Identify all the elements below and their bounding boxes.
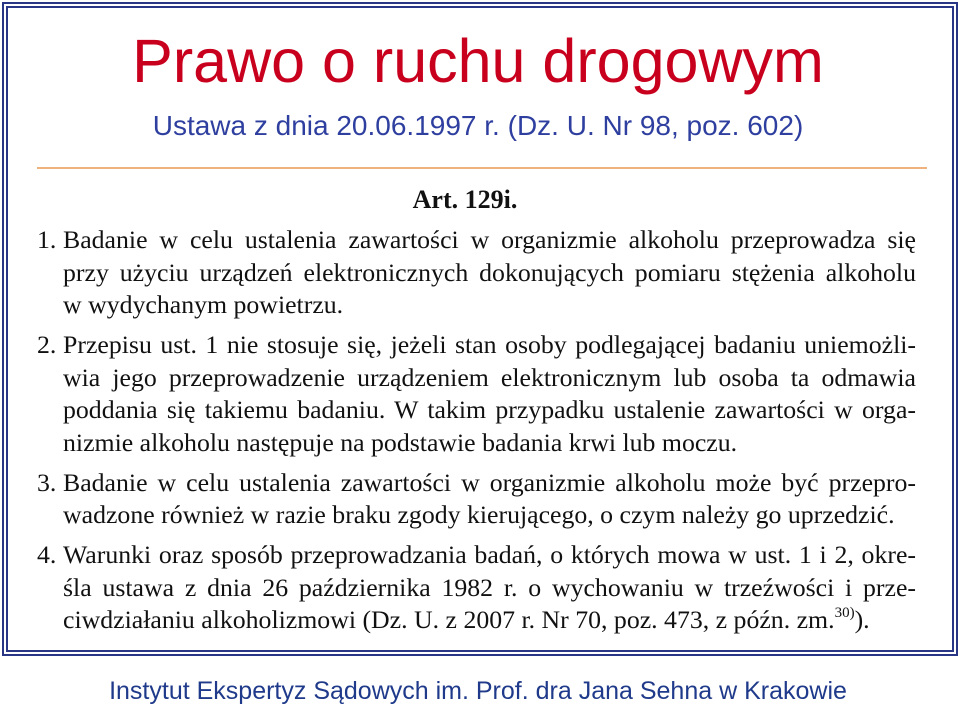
footnote-reference: 30) bbox=[834, 605, 855, 621]
article-paragraph-1 bbox=[37, 224, 916, 322]
text-line: ciwdziałaniu alkoholizmowi (Dz. U. z 2007 r. Nr 70, poz. 473, z późn. zm. bbox=[63, 605, 835, 634]
divider-rule bbox=[37, 167, 927, 169]
text-line: Badanie w celu ustalenia zawartości w organizmie alkoholu może być przepro- bbox=[63, 467, 916, 497]
paragraph-number: 2. bbox=[37, 330, 57, 359]
paragraph-number: 4. bbox=[37, 540, 57, 569]
text-line-with-footnote bbox=[63, 604, 916, 637]
paragraph-number: 1. bbox=[37, 225, 57, 254]
text-line: w wydychanym powietrzu. bbox=[63, 290, 344, 319]
text-line: śla ustawa z dnia 26 października 1982 r. o wychowaniu w trzeźwości i prze- bbox=[63, 572, 916, 602]
text-line: przy użyciu urządzeń elektronicznych dokonujących pomiaru stężenia alkoholu bbox=[63, 257, 916, 287]
slide-title: Prawo o ruchu drogowym bbox=[132, 27, 824, 95]
text-line: wia jego przeprowadzenie urządzeniem elektronicznym lub osoba ta odmawia bbox=[63, 362, 916, 392]
text-line: Badanie w celu ustalenia zawartości w organizmie alkoholu przeprowadza się bbox=[63, 225, 916, 254]
paragraph-number: 3. bbox=[37, 467, 57, 497]
text-line: poddania się takiemu badaniu. W takim przypadku ustalenie zawartości w orga- bbox=[63, 395, 916, 424]
text-line: wadzone również w razie braku zgody kierującego, o czym należy go uprzedzić. bbox=[63, 500, 895, 529]
article-paragraph-2 bbox=[37, 329, 916, 459]
text-line: nizmie alkoholu następuje na podstawie badania krwi lub moczu. bbox=[63, 427, 738, 457]
text-line: Przepisu ust. 1 nie stosuje się, jeżeli stan osoby podlegającej badaniu uniemożli- bbox=[63, 330, 916, 359]
article-body bbox=[37, 224, 916, 637]
institution-footer: Instytut Ekspertyz Sądowych im. Prof. dra Jana Sehna w Krakowie bbox=[109, 677, 847, 705]
article-heading: Art. 129i. bbox=[412, 185, 518, 214]
slide-subtitle: Ustawa z dnia 20.06.1997 r. (Dz. U. Nr 98, poz. 602) bbox=[152, 110, 804, 141]
closing-punctuation: ). bbox=[854, 605, 870, 634]
article-paragraph-3 bbox=[37, 467, 916, 532]
text-line: Warunki oraz sposób przeprowadzania badań, o których mowa w ust. 1 i 2, okre- bbox=[63, 540, 916, 569]
article-paragraph-4 bbox=[37, 539, 916, 637]
